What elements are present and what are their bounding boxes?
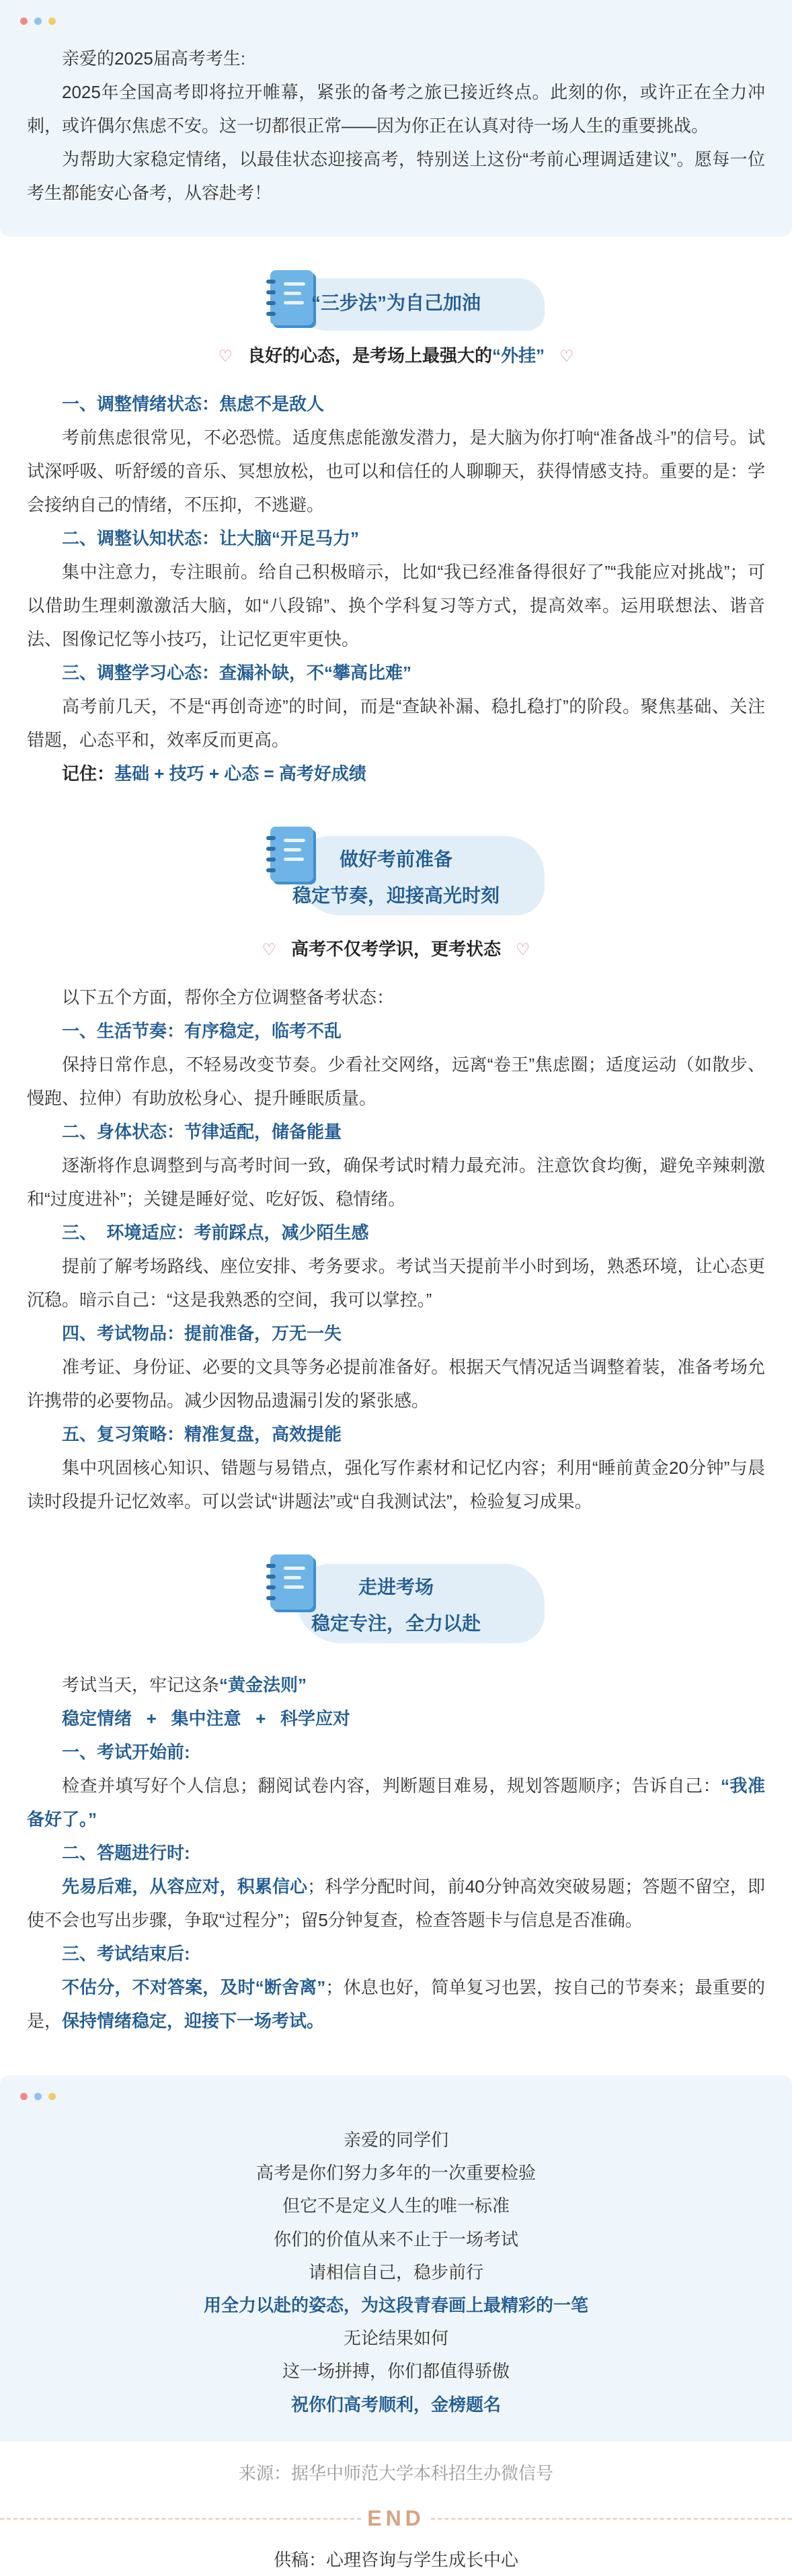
- remember-line: [27, 757, 765, 790]
- subtitle-emph: “外挂”: [492, 345, 545, 366]
- body-text: ；休息也好，简单复习也罢，按自己的节奏来；最重要的是，: [27, 1977, 765, 2031]
- body-text: 检查并填写好个人信息；翻阅试卷内容，判断题目难易，规划答题顺序；告诉自己：: [62, 1776, 721, 1796]
- section2-heading-2: 二、身体状态：节律适配，储备能量: [62, 1122, 342, 1142]
- window-dots: [20, 2093, 56, 2100]
- section2-heading-5: 五、复习策略：精准复盘，高效提能: [62, 1424, 342, 1444]
- section2-heading-3: 三、 环境适应：考前踩点，减少陌生感: [62, 1222, 369, 1243]
- dot-blue: [34, 17, 42, 25]
- remember-formula: 基础 + 技巧 + 心态 = 高考好成绩: [114, 763, 366, 784]
- dot-yellow: [48, 2093, 56, 2100]
- section3-content: [0, 1668, 792, 2038]
- section2-body-2: 逐渐将作息调整到与高考时间一致，确保考试时精力最充沛。注意饮食均衡，避免辛辣刺激和“过度进补”；关键是睡好觉、吃好饭、稳情绪。: [27, 1155, 765, 1209]
- poem-line: 祝你们高考顺利，金榜题名: [290, 2394, 501, 2415]
- poem-line: 这一场拼搏，你们都值得骄傲: [282, 2361, 510, 2382]
- section2-subtitle: [0, 932, 792, 966]
- section3-heading-1: 一、考试开始前:: [62, 1742, 190, 1762]
- section3-lead: [27, 1668, 765, 1702]
- section1-body-3: 高考前几天，不是“再创奇迹”的时间，而是“查缺补漏、稳扎稳打”的阶段。聚焦基础、关注错题，心态平和，效率反而更高。: [27, 696, 765, 750]
- heart-icon: ♡: [262, 941, 276, 959]
- poem-line: 请相信自己，稳步前行: [308, 2261, 483, 2282]
- lead-text: 考试当天，牢记这条: [62, 1675, 220, 1695]
- remember-label: 记住：: [62, 763, 115, 784]
- dot-yellow: [48, 17, 56, 25]
- section1-heading-1: 一、调整情绪状态：焦虑不是敌人: [62, 394, 325, 414]
- body-text: ；科学分配时间，前40分钟高效突破易题；答题不留空，即使不会也写出步骤，争取“过程分”；留5分钟复查，检查答题卡与信息是否准确。: [27, 1876, 765, 1930]
- section1-content: [0, 387, 792, 790]
- poem-line: 用全力以赴的姿态，为这段青春画上最精彩的一笔: [203, 2295, 588, 2316]
- window-dots: [20, 17, 56, 25]
- poem-line: 你们的价值从来不止于一场考试: [273, 2229, 518, 2249]
- section2-body-5: 集中巩固核心知识、错题与易错点，强化写作素材和记忆内容；利用“睡前黄金20分钟”与晨读时段提升记忆效率。可以尝试“讲题法”或“自我测试法”，检验复习成果。: [27, 1458, 765, 1511]
- heart-icon: ♡: [516, 941, 530, 959]
- body-emph: “我准备好了。”: [27, 1776, 765, 1829]
- section1-heading-2: 二、调整认知状态：让大脑“开足马力”: [62, 528, 360, 548]
- body-emph: 不估分，不对答案，及时“断舍离”: [62, 1977, 326, 1997]
- section2-content: [0, 981, 792, 1518]
- intro-paragraph-1: 2025年全国高考即将拉开帷幕，紧张的备考之旅已接近终点。此刻的你，或许正在全力冲刺，或许偶尔焦虑不安。这一切都很正常——因为你正在认真对待一场人生的重要挑战。: [27, 82, 765, 136]
- dot-red: [20, 17, 28, 25]
- closing-poem: [27, 2124, 765, 2421]
- section2-header: [0, 815, 792, 932]
- section3-body-3: [27, 1970, 765, 2038]
- lead-emph: “黄金法则”: [219, 1675, 307, 1695]
- intro-card: [0, 0, 792, 237]
- section2-body-1: 保持日常作息，不轻易改变节奏。少看社交网络，远离“卷王”焦虑圈；适度运动（如散步、慢跑、拉伸）有助放松身心、提升睡眠质量。: [27, 1054, 765, 1108]
- subtitle-text: 良好的心态，是考场上最强大的: [247, 345, 492, 366]
- section1-body-1: 考前焦虑很常见，不必恐慌。适度焦虑能激发潜力，是大脑为你打响“准备战斗”的信号。试试深呼吸、听舒缓的音乐、冥想放松，也可以和信任的人聊聊天，获得情感支持。重要的是：学会接纳自己的情绪，不压抑，不逃避。: [27, 427, 765, 515]
- section2-lead: 以下五个方面，帮你全方位调整备考状态：: [62, 987, 395, 1007]
- section3-title-1: 走进考场: [358, 1577, 434, 1597]
- end-label: END: [363, 2503, 429, 2534]
- section3-header: [0, 1542, 792, 1660]
- salutation: 亲爱的2025届高考考生:: [62, 48, 246, 69]
- section2-title-1: 做好考前准备: [339, 849, 452, 870]
- poem-line: 无论结果如何: [343, 2328, 448, 2349]
- section3-heading-3: 三、考试结束后:: [62, 1944, 190, 1964]
- section3-body-2: [27, 1870, 765, 1937]
- body-emph-2: 保持情绪稳定，迎接下一场考试。: [62, 2011, 325, 2031]
- section3-heading-2: 二、答题进行时:: [62, 1843, 190, 1863]
- subtitle-text: 高考不仅考学识，更考状态: [290, 939, 501, 959]
- end-divider: [0, 2499, 792, 2538]
- section2-heading-1: 一、生活节奏：有序稳定，临考不乱: [62, 1021, 342, 1041]
- poem-line: 但它不是定义人生的唯一标准: [282, 2196, 510, 2216]
- heart-icon: ♡: [218, 347, 233, 366]
- dot-blue: [34, 2093, 42, 2100]
- section3-title-2: 稳定专注，全力以赴: [311, 1613, 481, 1634]
- poem-line: 高考是你们努力多年的一次重要检验: [255, 2163, 536, 2184]
- dot-red: [20, 2093, 28, 2100]
- section1-title: “三步法”为自己加油: [311, 292, 481, 313]
- section1-body-2: 集中注意力，专注眼前。给自己积极暗示，比如“我已经准备得很好了”“我能应对挑战”；可以借助生理刺激激活大脑，如“八段锦”、换个学科复习等方式，提高效率。运用联想法、谐音法、图像记忆等小技巧，让记忆更牢更快。: [27, 562, 765, 649]
- section1-header: [0, 258, 792, 339]
- intro-paragraph-2: 为帮助大家稳定情绪，以最佳状态迎接高考，特别送上这份“考前心理调适建议”。愿每一位考生都能安心备考，从容赴考！: [27, 149, 765, 203]
- golden-rule: 稳定情绪 + 集中注意 + 科学应对: [62, 1708, 351, 1729]
- section1-heading-3: 三、调整学习心态：查漏补缺，不“攀高比难”: [62, 663, 412, 683]
- section1-subtitle: [0, 339, 792, 372]
- section2-title-2: 稳定节奏，迎接高光时刻: [292, 885, 500, 906]
- section3-body-1: [27, 1769, 765, 1836]
- section2-body-3: 提前了解考场路线、座位安排、考务要求。考试当天提前半小时到场，熟悉环境，让心态更沉稳。暗示自己：“这是我熟悉的空间，我可以掌控。”: [27, 1256, 765, 1310]
- body-emph: 先易后难，从容应对，积累信心: [62, 1876, 308, 1897]
- closing-card: [0, 2075, 792, 2442]
- section2-body-4: 准考证、身份证、必要的文具等务必提前准备好。根据天气情况适当调整着装，准备考场允许携带的必要物品。减少因物品遗漏引发的紧张感。: [27, 1357, 765, 1411]
- credit-line: 供稿：心理咨询与学生成长中心: [273, 2549, 518, 2570]
- heart-icon: ♡: [559, 347, 574, 366]
- poem-line: 亲爱的同学们: [343, 2130, 448, 2150]
- section2-heading-4: 四、考试物品：提前准备，万无一失: [62, 1323, 342, 1343]
- source-line: 来源：据华中师范大学本科招生办微信号: [238, 2462, 553, 2483]
